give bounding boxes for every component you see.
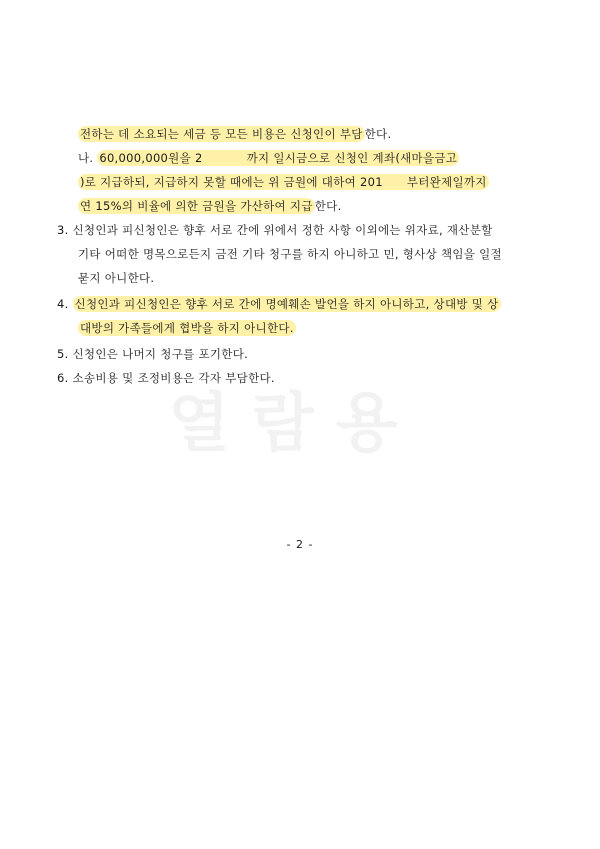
plain-text: 한다. <box>364 127 392 141</box>
clause-2-na-line3 <box>78 198 342 214</box>
highlighted-text: 대방의 가족들에게 협박을 하지 아니한다. <box>80 321 294 335</box>
clause-3-line1: 3. 신청인과 피신청인은 향후 서로 간에 위에서 정한 사항 이외에는 위자료, 재산분할 <box>57 223 493 237</box>
clause-4-line2 <box>78 320 296 336</box>
page-number: - 2 - <box>286 538 314 551</box>
highlighted-text <box>78 174 489 190</box>
clause-3-line2: 기타 어떠한 명목으로든지 금전 기타 청구를 하지 아니하고 민, 형사상 책임을 일절 <box>78 247 502 261</box>
clause-2-ga-continuation <box>78 126 391 142</box>
due-date-text: 까지 일시금으로 신청인 계좌(새마을금고 <box>246 151 458 165</box>
watermark: 열람용 <box>168 387 420 461</box>
plain-text: 한다. <box>314 199 342 213</box>
clause-2-na-line2 <box>78 174 489 190</box>
clause-5: 5. 신청인은 나머지 청구를 포기한다. <box>57 347 249 361</box>
clause-3-line3: 묻지 아니한다. <box>78 271 155 285</box>
highlighted-text: 신청인과 피신청인은 향후 서로 간에 명예훼손 발언을 하지 아니하고, 상대방 및 상 <box>74 297 499 311</box>
highlighted-text: 전하는 데 소요되는 세금 등 모든 비용은 신청인이 부담 <box>80 127 363 141</box>
payment-text: )로 지급하되, 지급하지 못할 때에는 위 금원에 대하여 201 <box>80 175 383 189</box>
highlighted-text <box>97 150 459 166</box>
clause-4-line1 <box>57 296 501 312</box>
amount-text: 60,000,000원을 2 <box>99 151 203 165</box>
clause-2-na <box>78 150 459 166</box>
clause-6: 6. 소송비용 및 조정비용은 각자 부담한다. <box>57 371 275 385</box>
highlighted-text: 연 15%의 비율에 의한 금원을 가산하여 지급 <box>80 199 313 213</box>
subitem-label: 나. <box>78 151 98 165</box>
interest-start-text: 부터완제일까지 <box>406 175 487 189</box>
clause-number: 4. <box>57 297 73 311</box>
